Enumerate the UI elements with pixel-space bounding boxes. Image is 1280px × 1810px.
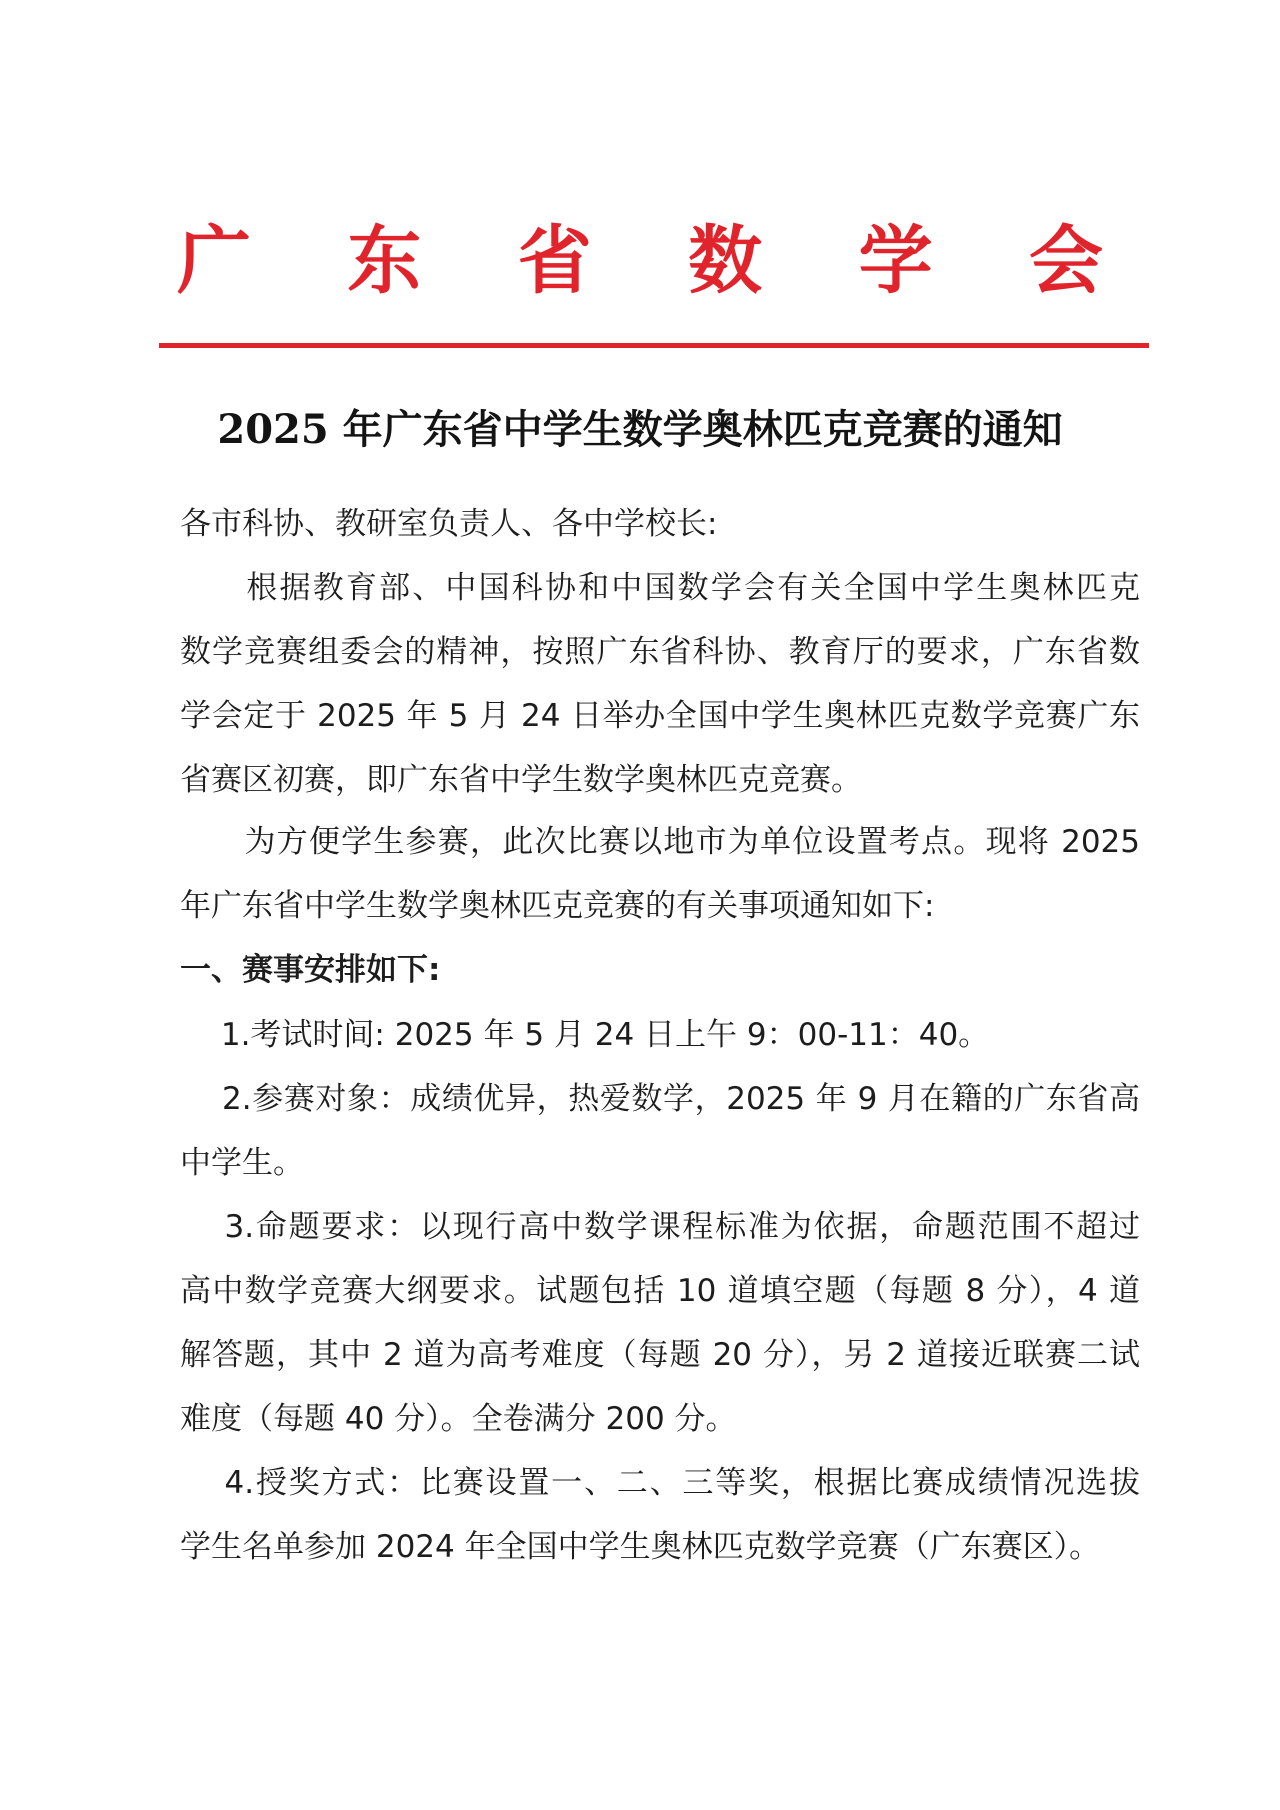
letterhead-organization-name xyxy=(159,205,1121,305)
paragraph-line: 年广东省中学生数学奥林匹克竞赛的有关事项通知如下: xyxy=(180,888,935,924)
paragraph-line: 为方便学生参赛，此次比赛以地市为单位设置考点。现将 2025 xyxy=(180,824,1140,860)
document-title: 2025 年广东省中学生数学奥林匹克竞赛的通知 xyxy=(217,406,1063,453)
letterhead-char: 东 xyxy=(347,218,422,304)
salutation-line: 各市科协、教研室负责人、各中学校长: xyxy=(180,506,718,542)
item-line: 中学生。 xyxy=(180,1145,304,1181)
paragraph-line: 省赛区初赛，即广东省中学生数学奥林匹克竞赛。 xyxy=(180,762,862,798)
letterhead-divider xyxy=(159,343,1149,348)
letterhead-char: 学 xyxy=(858,218,933,304)
paragraph-line: 学会定于 2025 年 5 月 24 日举办全国中学生奥林匹克数学竞赛广东 xyxy=(180,698,1140,734)
letterhead-char: 省 xyxy=(517,218,592,304)
item-exam-time xyxy=(180,1003,1140,1067)
item-line: 1.考试时间: 2025 年 5 月 24 日上午 9：00-11：40。 xyxy=(180,1017,990,1053)
item-line: 高中数学竞赛大纲要求。试题包括 10 道填空题（每题 8 分），4 道 xyxy=(180,1273,1140,1309)
section-heading xyxy=(180,938,1140,1002)
paragraph-line: 数学竞赛组委会的精神，按照广东省科协、教育厅的要求，广东省数 xyxy=(180,634,1140,670)
letterhead-char: 数 xyxy=(688,218,763,304)
item-participants xyxy=(180,1067,1140,1195)
item-exam-requirements xyxy=(180,1195,1140,1451)
letterhead-char: 会 xyxy=(1028,218,1103,304)
item-line: 3.命题要求：以现行高中数学课程标准为依据，命题范围不超过 xyxy=(180,1209,1140,1245)
section-heading-text: 一、赛事安排如下: xyxy=(180,952,441,988)
letterhead-char: 广 xyxy=(177,218,251,304)
item-awards xyxy=(180,1451,1140,1579)
item-line: 解答题，其中 2 道为高考难度（每题 20 分），另 2 道接近联赛二试 xyxy=(180,1337,1140,1373)
paragraph-line: 根据教育部、中国科协和中国数学会有关全国中学生奥林匹克 xyxy=(180,570,1140,606)
item-line: 学生名单参加 2024 年全国中学生奥林匹克数学竞赛（广东赛区）。 xyxy=(180,1529,1101,1565)
paragraph-intro xyxy=(180,556,1140,812)
paragraph-notice xyxy=(180,810,1140,938)
salutation xyxy=(180,492,1140,556)
item-line: 难度（每题 40 分）。全卷满分 200 分。 xyxy=(180,1401,737,1437)
item-line: 2.参赛对象：成绩优异，热爱数学，2025 年 9 月在籍的广东省高 xyxy=(180,1081,1140,1117)
item-line: 4.授奖方式：比赛设置一、二、三等奖，根据比赛成绩情况选拔 xyxy=(180,1465,1140,1501)
